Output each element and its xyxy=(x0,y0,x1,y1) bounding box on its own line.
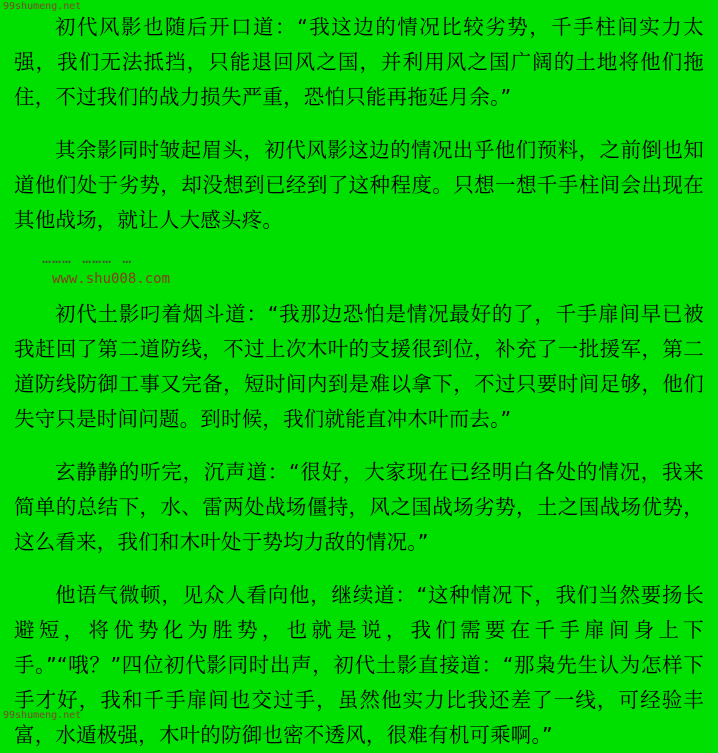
paragraph: 初代风影也随后开口道：“我这边的情况比较劣势，千手柱间实力太强，我们无法抵挡，只能退回风之国，并利用风之国广阔的土地将他们拖住，不过我们的战力损失严重，恐怕只能再拖延月余。” xyxy=(14,15,704,109)
watermark-bottom: 99shumeng.net xyxy=(3,710,82,721)
paragraph: 玄静静的听完，沉声道：“很好，大家现在已经明白各处的情况，我来简单的总结下，水、雷两处战场僵持，风之国战场劣势，土之国战场优势，这么看来，我们和木叶处于势均力敌的情况。” xyxy=(14,460,704,554)
article-body xyxy=(14,0,704,753)
paragraph: 其余影同时皱起眉头，初代风影这边的情况出乎他们预料，之前倒也知道他们处于劣势，却没想到已经到了这种程度。只想一想千手柱间会出现在其他战场，就让人大感头疼。 xyxy=(14,138,704,232)
watermark-top: 99shumeng.net xyxy=(3,1,82,12)
site-url-text: www.shu008.com xyxy=(52,271,171,287)
paragraph: 初代土影叼着烟斗道：“我那边恐怕是情况最好的了，千手扉间早已被我赶回了第二道防线，不过上次木叶的支援很到位，补充了一批援军，第二道防线防御工事又完备，短时间内到是难以拿下，不过只要时间足够，他们失守只是时间问题。到时候，我们就能直冲木叶而去。” xyxy=(14,302,704,431)
paragraph: 他语气微顿，见众人看向他，继续道：“这种情况下，我们当然要扬长避短，将优势化为胜势，也就是说，我们需要在千手扉间身上下手。”“哦？”四位初代影同时出声，初代土影直接道：“那枭先生认为怎样下手才好，我和千手扉间也交过手，虽然他实力比我还差了一线，可经验丰富，水遁极强，木叶的防御也密不透风，很难有机可乘啊。” xyxy=(14,583,704,747)
section-divider xyxy=(14,250,704,289)
divider-dots: ……… ……… … xyxy=(42,249,133,267)
